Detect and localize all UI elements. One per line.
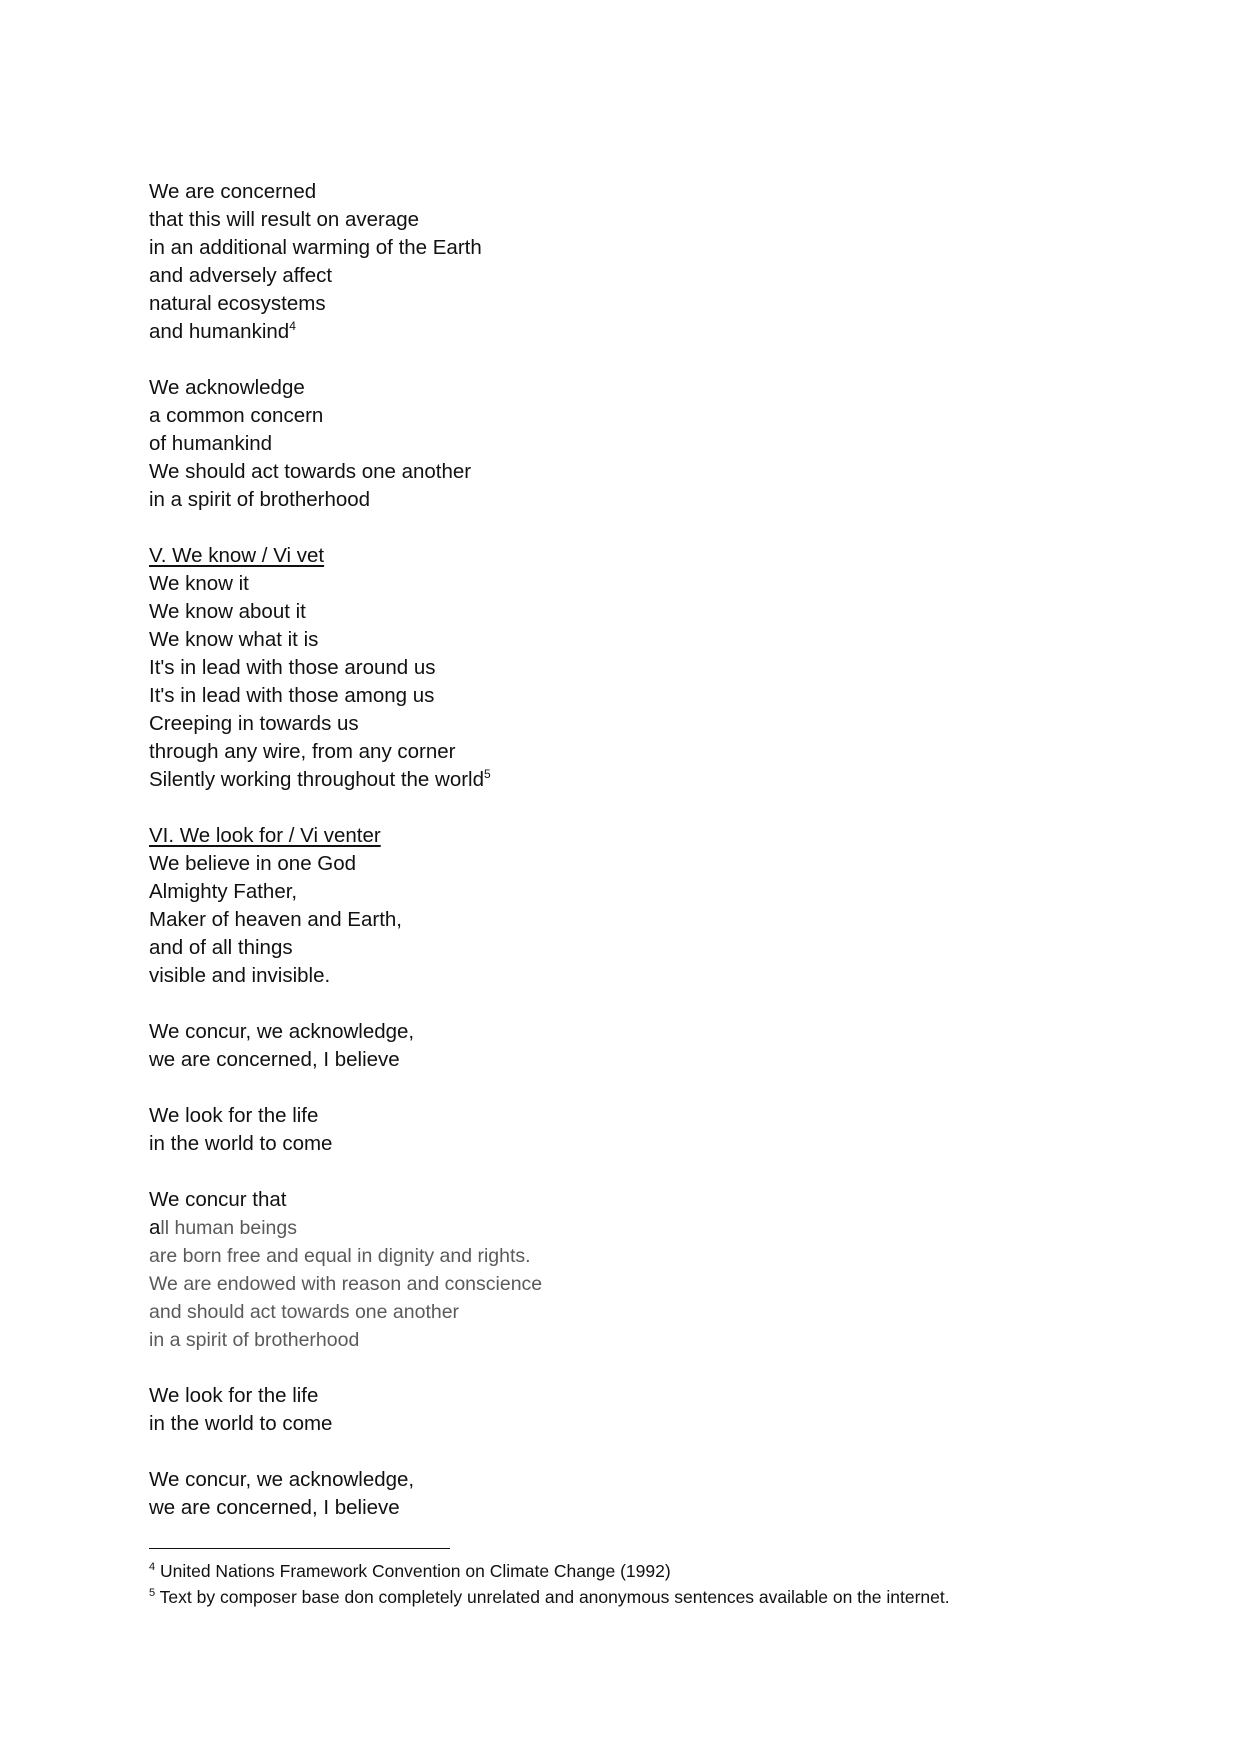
footnote-reference: 5 xyxy=(484,767,491,782)
poem-line: of humankind xyxy=(149,432,273,455)
poem-line: We concur that xyxy=(149,1188,287,1211)
poem-line: We look for the life xyxy=(149,1104,319,1127)
poem-line: natural ecosystems xyxy=(149,292,326,315)
poem-line-text: and humankind xyxy=(149,320,290,343)
footnote-reference: 4 xyxy=(289,319,296,334)
poem-line: It's in lead with those around us xyxy=(149,656,436,679)
poem-line-gray: in a spirit of brotherhood xyxy=(149,1329,360,1351)
footnotes xyxy=(149,1558,1149,1610)
footnote-text: Text by composer base don completely unrelated and anonymous sentences available on the internet. xyxy=(155,1587,950,1607)
poem-line: Maker of heaven and Earth, xyxy=(149,908,402,931)
poem-line-first-letter: a xyxy=(149,1216,161,1239)
stanza-concur-repeat xyxy=(149,1466,1049,1522)
footnote-4 xyxy=(149,1558,1149,1584)
poem-line: We know it xyxy=(149,572,249,595)
poem-line: visible and invisible. xyxy=(149,964,331,987)
poem-line: a common concern xyxy=(149,404,324,427)
poem-text xyxy=(149,178,1049,1550)
footnote-number: 4 xyxy=(149,1561,156,1574)
poem-line: Almighty Father, xyxy=(149,880,298,903)
poem-line: we are concerned, I believe xyxy=(149,1048,400,1071)
poem-line: We know about it xyxy=(149,600,306,623)
footnote-divider xyxy=(149,1548,450,1549)
poem-line-text: Silently working throughout the world xyxy=(149,768,485,791)
stanza-human-beings xyxy=(149,1186,1049,1354)
poem-line: It's in lead with those among us xyxy=(149,684,435,707)
poem-line: and adversely affect xyxy=(149,264,333,287)
poem-line: We know what it is xyxy=(149,628,319,651)
section-heading: VI. We look for / Vi venter xyxy=(149,824,381,847)
section-we-look-for xyxy=(149,822,1049,990)
poem-line-gray: are born free and equal in dignity and rights. xyxy=(149,1245,531,1267)
poem-line: that this will result on average xyxy=(149,208,420,231)
footnote-text: United Nations Framework Convention on Climate Change (1992) xyxy=(155,1561,671,1581)
poem-line: we are concerned, I believe xyxy=(149,1496,400,1519)
section-heading: V. We know / Vi vet xyxy=(149,544,325,567)
poem-line: in a spirit of brotherhood xyxy=(149,488,371,511)
poem-line: We acknowledge xyxy=(149,376,305,399)
poem-line-with-footnote xyxy=(149,766,1049,794)
poem-line-with-footnote xyxy=(149,318,1049,346)
poem-line: in an additional warming of the Earth xyxy=(149,236,482,259)
poem-line: Creeping in towards us xyxy=(149,712,359,735)
poem-line-gray-text: ll human beings xyxy=(160,1217,297,1239)
poem-line: in the world to come xyxy=(149,1132,333,1155)
stanza-look-for-life-repeat xyxy=(149,1382,1049,1438)
poem-line: We believe in one God xyxy=(149,852,357,875)
footnote-number: 5 xyxy=(149,1587,156,1600)
poem-line: We look for the life xyxy=(149,1384,319,1407)
poem-line: in the world to come xyxy=(149,1412,333,1435)
poem-line: We are concerned xyxy=(149,180,317,203)
poem-line: and of all things xyxy=(149,936,293,959)
poem-line: We concur, we acknowledge, xyxy=(149,1468,415,1491)
poem-line: through any wire, from any corner xyxy=(149,740,456,763)
stanza-concur xyxy=(149,1018,1049,1074)
poem-line: We concur, we acknowledge, xyxy=(149,1020,415,1043)
poem-line: We should act towards one another xyxy=(149,460,472,483)
section-we-know xyxy=(149,542,1049,794)
poem-line-gray: We are endowed with reason and conscience xyxy=(149,1273,543,1295)
poem-line-gray: and should act towards one another xyxy=(149,1301,460,1323)
poem-line-mixed xyxy=(149,1214,1049,1242)
stanza-look-for-life xyxy=(149,1102,1049,1158)
footnote-5 xyxy=(149,1584,1149,1610)
stanza-concerned xyxy=(149,178,1049,346)
stanza-acknowledge xyxy=(149,374,1049,514)
